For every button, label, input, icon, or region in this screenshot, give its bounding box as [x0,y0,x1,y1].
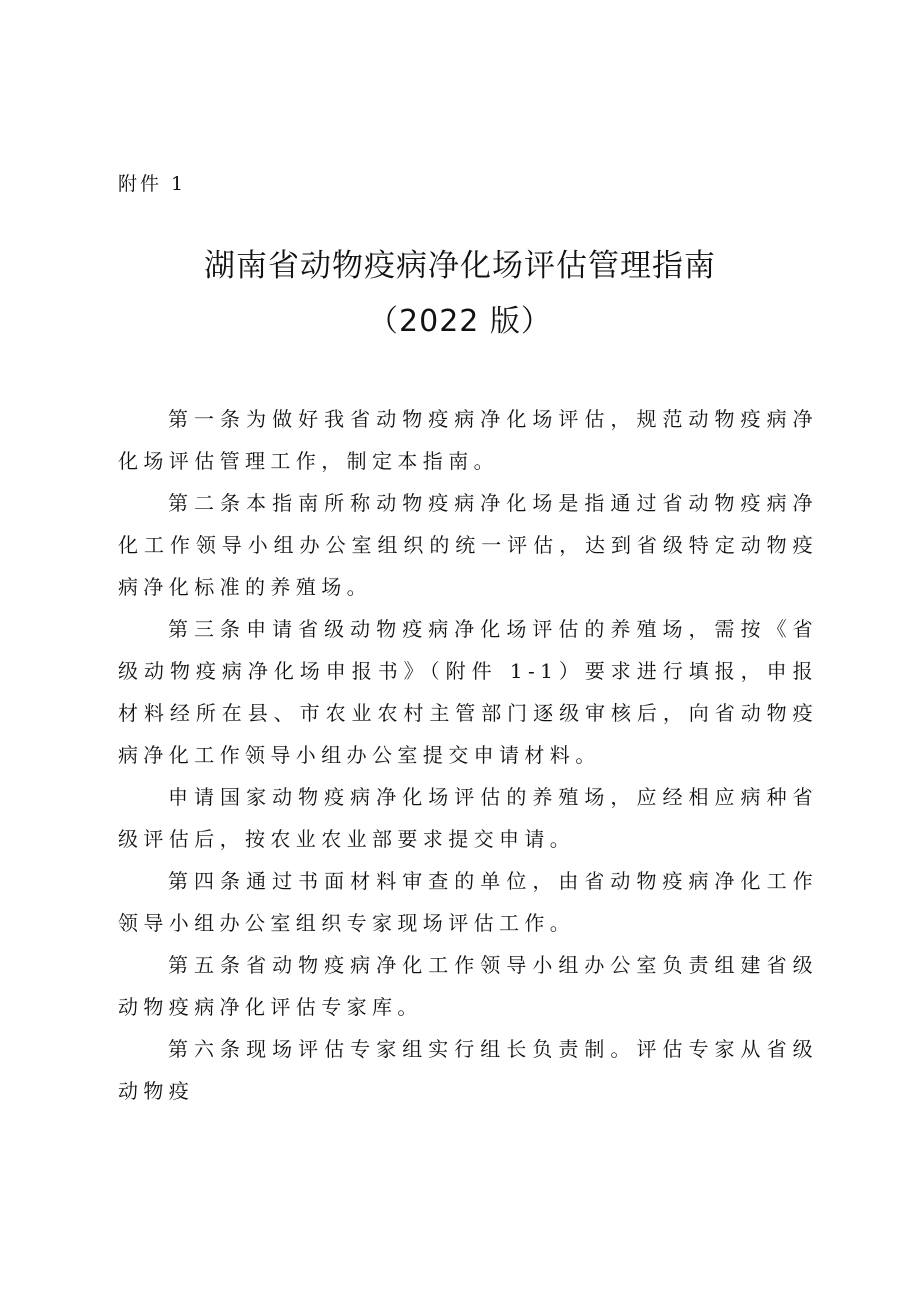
article-5-paragraph: 第五条省动物疫病净化工作领导小组办公室负责组建省级动物疫病净化评估专家库。 [118,953,818,1019]
article-2-paragraph: 第二条本指南所称动物疫病净化场是指通过省动物疫病净化工作领导小组办公室组织的统一评估，达到省级特定动物疫病净化标准的养殖场。 [118,491,818,599]
article-4-paragraph: 第四条通过书面材料审查的单位，由省动物疫病净化工作领导小组办公室组织专家现场评估工作。 [118,869,818,935]
article-1-paragraph: 第一条为做好我省动物疫病净化场评估，规范动物疫病净化场评估管理工作，制定本指南。 [118,407,818,473]
article-3-national-paragraph: 申请国家动物疫病净化场评估的养殖场，应经相应病种省级评估后，按农业农业部要求提交申请。 [118,785,818,851]
document-body [118,398,818,1112]
document-title: 湖南省动物疫病净化场评估管理指南 [204,248,716,284]
article-3-paragraph: 第三条申请省级动物疫病净化场评估的养殖场，需按《省级动物疫病净化场申报书》（附件 1-1）要求进行填报，申报材料经所在县、市农业农村主管部门逐级审核后，向省动物疫病净化工作领导小组办公室提交申请材料。 [118,617,818,767]
attachment-label: 附件 1 [118,173,187,195]
document-version: （2022 版） [368,304,552,339]
article-6-paragraph: 第六条现场评估专家组实行组长负责制。评估专家从省级动物疫 [118,1037,818,1103]
